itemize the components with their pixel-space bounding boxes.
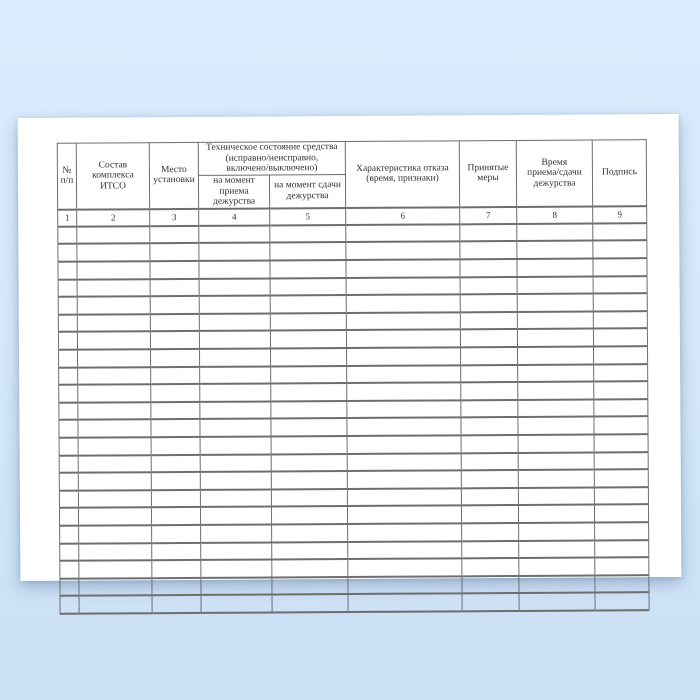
empty-cell [79,543,152,561]
empty-cell [58,262,77,280]
empty-cell [151,507,200,525]
empty-cell [595,593,649,611]
empty-cell [518,364,594,382]
empty-cell [271,418,347,436]
empty-cell [347,471,461,489]
empty-cell [200,384,271,402]
empty-cell [270,225,346,243]
empty-cell [272,559,348,577]
empty-cell [518,470,594,488]
empty-cell [78,472,151,490]
empty-cell [271,366,347,384]
empty-cell [150,261,199,279]
empty-cell [271,489,347,507]
empty-cell [201,542,272,560]
column-number: 3 [150,209,199,226]
empty-cell [347,506,461,524]
empty-cell [460,259,517,277]
empty-cell [200,454,271,472]
empty-cell [199,331,270,349]
empty-cell [462,541,519,559]
empty-cell [199,261,270,279]
empty-cell [517,241,593,259]
empty-cell [59,350,78,368]
empty-cell [595,522,649,540]
empty-cell [462,576,519,594]
empty-cell [518,452,594,470]
empty-cell [200,472,271,490]
header-installation-place: Место установки [149,142,198,209]
empty-cell [519,522,595,540]
empty-cell [594,487,648,505]
header-complex-composition: Состав комплекса ИТСО [76,143,149,210]
empty-cell [347,400,461,418]
empty-cell [593,293,647,311]
header-signature: Подпись [592,140,646,207]
empty-cell [77,244,150,262]
empty-cell [200,401,271,419]
empty-cell [270,242,346,260]
empty-cell [151,437,200,455]
empty-cell [58,332,77,350]
empty-cell [346,259,460,277]
empty-cell [270,295,346,313]
column-number: 4 [199,208,270,225]
table-row [60,593,649,614]
empty-cell [270,260,346,278]
empty-cell [348,541,462,559]
empty-cell [462,558,519,576]
empty-cell [59,367,78,385]
empty-cell [460,241,517,259]
empty-cell [200,507,271,525]
empty-cell [151,384,200,402]
empty-cell [272,577,348,595]
empty-cell [59,473,78,491]
empty-cell [518,435,594,453]
empty-cell [348,594,462,612]
header-at-duty-acceptance: на момент приема дежурства [198,175,269,209]
empty-cell [79,596,152,614]
empty-cell [594,399,648,417]
empty-cell [460,294,517,312]
empty-cell [60,561,79,579]
header-row-main [57,140,646,177]
empty-cell [461,417,518,435]
empty-cell [201,577,272,595]
empty-cell [271,454,347,472]
empty-cell [518,347,594,365]
empty-cell [59,490,78,508]
empty-cell [517,329,593,347]
empty-cell [461,470,518,488]
empty-cell [594,505,648,523]
empty-cell [151,490,200,508]
empty-cell [271,383,347,401]
header-measures-taken: Принятые меры [459,140,516,207]
empty-cell [150,296,199,314]
empty-cell [77,279,150,297]
empty-cell [594,469,648,487]
empty-cell [270,313,346,331]
table-header [57,140,647,227]
empty-cell [151,472,200,490]
empty-cell [272,542,348,560]
column-number: 9 [593,206,647,223]
empty-cell [517,223,593,241]
empty-cell [199,296,270,314]
empty-cell [77,261,150,279]
duty-log-table [57,139,650,615]
empty-cell [594,381,648,399]
empty-cell [152,578,201,596]
empty-cell [461,505,518,523]
empty-cell [346,295,460,313]
empty-cell [461,488,518,506]
empty-cell [346,224,460,242]
table-body [58,223,649,614]
empty-cell [151,419,200,437]
empty-cell [518,487,594,505]
empty-cell [593,329,647,347]
empty-cell [517,294,593,312]
empty-cell [593,311,647,329]
empty-cell [78,349,151,367]
empty-cell [152,525,201,543]
header-at-duty-handover: на момент сдачи дежурства [269,175,345,209]
empty-cell [150,243,199,261]
empty-cell [152,595,201,613]
empty-cell [59,420,78,438]
column-number: 7 [460,207,517,224]
empty-cell [271,348,347,366]
empty-cell [59,438,78,456]
empty-cell [595,540,649,558]
empty-cell [77,332,150,350]
empty-cell [59,455,78,473]
empty-cell [462,523,519,541]
empty-cell [58,297,77,315]
empty-cell [271,471,347,489]
empty-cell [58,244,77,262]
empty-cell [150,314,199,332]
empty-cell [460,224,517,242]
empty-cell [77,314,150,332]
header-failure-characteristic: Характеристика отказа (время, признаки) [345,141,459,208]
empty-cell [78,455,151,473]
empty-cell [79,560,152,578]
empty-cell [461,400,518,418]
empty-cell [462,593,519,611]
empty-cell [594,364,648,382]
empty-cell [517,259,593,277]
empty-cell [348,523,462,541]
empty-cell [78,420,151,438]
empty-cell [78,508,151,526]
empty-cell [594,434,648,452]
empty-cell [201,560,272,578]
empty-cell [518,399,594,417]
empty-cell [59,402,78,420]
empty-cell [461,382,518,400]
column-number: 6 [346,207,460,225]
empty-cell [518,382,594,400]
empty-cell [594,452,648,470]
empty-cell [517,276,593,294]
empty-cell [272,524,348,542]
empty-cell [460,277,517,295]
empty-cell [272,594,348,612]
column-number: 2 [77,209,150,226]
empty-cell [152,542,201,560]
empty-cell [595,575,649,593]
empty-cell [199,313,270,331]
empty-cell [58,227,77,245]
empty-cell [460,312,517,330]
empty-cell [151,367,200,385]
empty-cell [78,490,151,508]
empty-cell [519,558,595,576]
empty-cell [200,419,271,437]
empty-cell [271,506,347,524]
empty-cell [346,330,460,348]
empty-cell [199,225,270,243]
empty-cell [59,385,78,403]
empty-cell [60,543,79,561]
empty-cell [78,437,151,455]
empty-cell [593,276,647,294]
empty-cell [348,576,462,594]
empty-cell [519,593,595,611]
empty-cell [79,578,152,596]
empty-cell [347,488,461,506]
empty-cell [270,330,346,348]
empty-cell [593,258,647,276]
empty-cell [58,315,77,333]
empty-cell [200,436,271,454]
column-number: 8 [517,206,593,223]
empty-cell [594,417,648,435]
empty-cell [594,346,648,364]
empty-cell [201,524,272,542]
empty-cell [151,349,200,367]
empty-cell [77,226,150,244]
empty-cell [346,277,460,295]
empty-cell [517,311,593,329]
column-number: 5 [270,208,346,225]
empty-cell [519,575,595,593]
empty-cell [151,455,200,473]
empty-cell [347,365,461,383]
empty-cell [518,417,594,435]
empty-cell [461,347,518,365]
header-row-number: № п/п [57,143,76,209]
empty-cell [593,223,647,241]
empty-cell [78,402,151,420]
empty-cell [347,383,461,401]
empty-cell [347,418,461,436]
header-duty-time: Время приема/сдачи дежурства [516,140,592,207]
empty-cell [519,540,595,558]
empty-cell [347,453,461,471]
empty-cell [271,436,347,454]
empty-cell [593,241,647,259]
empty-cell [151,402,200,420]
empty-cell [346,312,460,330]
empty-cell [77,296,150,314]
empty-cell [78,384,151,402]
empty-cell [199,278,270,296]
column-number: 1 [58,210,77,227]
empty-cell [59,508,78,526]
empty-cell [199,243,270,261]
empty-cell [200,489,271,507]
document-page [18,114,682,581]
empty-cell [150,279,199,297]
empty-cell [60,596,79,614]
empty-cell [460,329,517,347]
empty-cell [60,526,79,544]
empty-cell [348,558,462,576]
empty-cell [271,401,347,419]
empty-cell [461,365,518,383]
empty-cell [346,242,460,260]
empty-cell [347,347,461,365]
empty-cell [270,278,346,296]
empty-cell [518,505,594,523]
empty-cell [150,331,199,349]
empty-cell [461,453,518,471]
empty-cell [200,366,271,384]
header-technical-state-group: Техническое состояние средства (исправно/неисправно, включено/выключено) [198,142,345,176]
empty-cell [200,349,271,367]
empty-cell [78,367,151,385]
empty-cell [152,560,201,578]
empty-cell [347,435,461,453]
empty-cell [79,525,152,543]
empty-cell [150,226,199,244]
empty-cell [58,279,77,297]
empty-cell [595,557,649,575]
empty-cell [201,595,272,613]
empty-cell [60,578,79,596]
empty-cell [461,435,518,453]
